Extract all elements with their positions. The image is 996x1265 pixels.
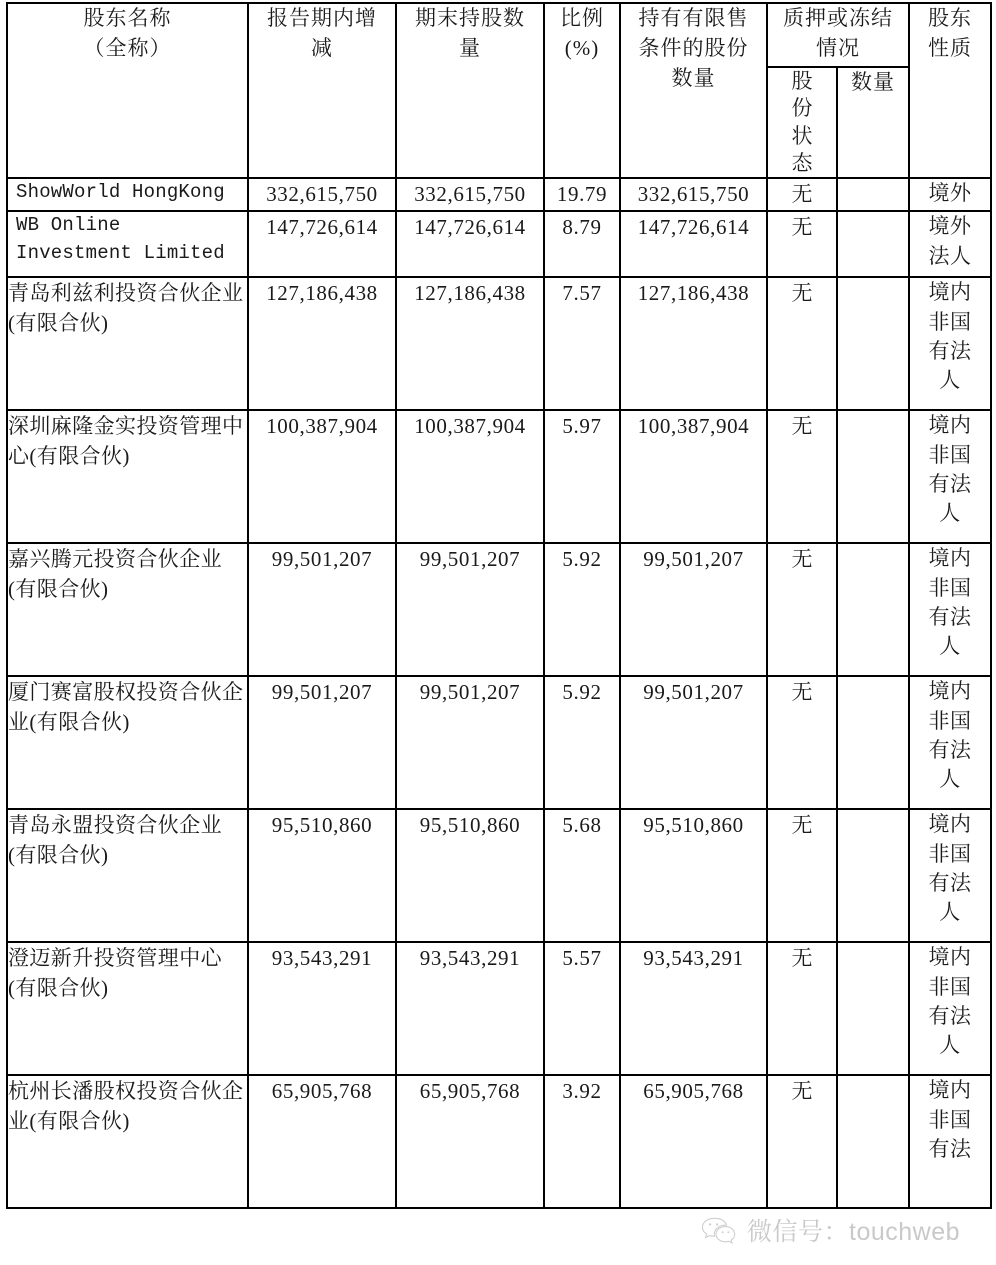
nature-line: 境内 xyxy=(928,679,972,704)
cell-restricted-shares: 147,726,614 xyxy=(620,211,767,277)
cell-ratio: 7.57 xyxy=(544,277,620,410)
nature-line: 非国 xyxy=(928,1107,972,1132)
cell-period-change: 65,905,768 xyxy=(248,1075,396,1208)
header-char: 状 xyxy=(791,123,813,148)
cell-shareholder-nature xyxy=(909,1075,991,1208)
table-row xyxy=(7,809,991,942)
cell-ratio: 19.79 xyxy=(544,178,620,211)
nature-line: 非国 xyxy=(928,575,972,600)
table-row xyxy=(7,676,991,809)
cell-pledge-quantity xyxy=(837,809,909,942)
table-row xyxy=(7,543,991,676)
cell-end-holding: 147,726,614 xyxy=(396,211,544,277)
cell-pledge-quantity xyxy=(837,211,909,277)
nature-line: 境内 xyxy=(928,945,972,970)
table-row xyxy=(7,211,991,277)
cell-shareholder-nature xyxy=(909,809,991,942)
cell-pledge-quantity xyxy=(837,277,909,410)
cell-restricted-shares: 99,501,207 xyxy=(620,543,767,676)
nature-line: 有法 xyxy=(928,1136,972,1161)
table-row xyxy=(7,178,991,211)
header-line: 量 xyxy=(459,35,481,60)
cell-share-status: 无 xyxy=(767,1075,837,1208)
header-char: 态 xyxy=(791,150,813,175)
cell-ratio: 5.92 xyxy=(544,676,620,809)
col-header-end-holding xyxy=(396,3,544,178)
table-row xyxy=(7,410,991,543)
cell-shareholder-nature xyxy=(909,676,991,809)
cell-end-holding: 332,615,750 xyxy=(396,178,544,211)
cell-restricted-shares: 127,186,438 xyxy=(620,277,767,410)
cell-shareholder-name: ShowWorld HongKong xyxy=(7,178,248,211)
col-header-shareholder-name xyxy=(7,3,248,178)
cell-pledge-quantity xyxy=(837,942,909,1075)
table-header xyxy=(7,3,991,178)
nature-line: 人 xyxy=(939,634,961,659)
cell-shareholder-name: 嘉兴腾元投资合伙企业(有限合伙) xyxy=(7,543,248,676)
cell-period-change: 99,501,207 xyxy=(248,676,396,809)
col-header-shareholder-nature xyxy=(909,3,991,178)
cell-period-change: 147,726,614 xyxy=(248,211,396,277)
name-line: WB Online xyxy=(16,214,121,237)
watermark-text: 微信号：touchweb xyxy=(747,1218,961,1246)
header-row-top xyxy=(7,3,991,67)
cell-ratio: 5.97 xyxy=(544,410,620,543)
header-char: 股 xyxy=(791,69,813,93)
cell-shareholder-nature xyxy=(909,942,991,1075)
nature-line: 境内 xyxy=(928,280,972,305)
cell-restricted-shares: 93,543,291 xyxy=(620,942,767,1075)
nature-line: 有法 xyxy=(928,338,972,363)
col-header-ratio xyxy=(544,3,620,178)
cell-end-holding: 65,905,768 xyxy=(396,1075,544,1208)
nature-line: 有法 xyxy=(928,870,972,895)
cell-share-status: 无 xyxy=(767,178,837,211)
cell-end-holding: 99,501,207 xyxy=(396,543,544,676)
cell-share-status: 无 xyxy=(767,942,837,1075)
nature-line: 人 xyxy=(939,368,961,393)
cell-end-holding: 95,510,860 xyxy=(396,809,544,942)
nature-line: 境外 xyxy=(928,214,972,239)
nature-line: 非国 xyxy=(928,309,972,334)
cell-pledge-quantity xyxy=(837,676,909,809)
nature-line: 人 xyxy=(939,900,961,925)
header-line: 期末持股数 xyxy=(415,6,525,30)
col-header-share-status xyxy=(767,67,837,178)
header-line: 股东 xyxy=(928,6,972,30)
nature-line: 境外 xyxy=(928,181,972,206)
nature-line: 人 xyxy=(939,501,961,526)
nature-line: 境内 xyxy=(928,1078,972,1103)
cell-shareholder-nature xyxy=(909,277,991,410)
nature-line: 有法 xyxy=(928,471,972,496)
cell-period-change: 127,186,438 xyxy=(248,277,396,410)
cell-ratio: 5.68 xyxy=(544,809,620,942)
cell-end-holding: 99,501,207 xyxy=(396,676,544,809)
cell-ratio: 5.57 xyxy=(544,942,620,1075)
cell-pledge-quantity xyxy=(837,543,909,676)
header-line: 性质 xyxy=(928,35,972,60)
nature-line: 非国 xyxy=(928,442,972,467)
nature-line: 非国 xyxy=(928,841,972,866)
header-line: 股东名称 xyxy=(83,6,172,30)
cell-shareholder-name: 青岛利兹利投资合伙企业(有限合伙) xyxy=(7,277,248,410)
nature-line: 人 xyxy=(939,1033,961,1058)
nature-line: 有法 xyxy=(928,737,972,762)
wechat-icon xyxy=(700,1215,740,1245)
cell-share-status: 无 xyxy=(767,543,837,676)
watermark xyxy=(700,1212,960,1248)
nature-line: 有法 xyxy=(928,604,972,629)
cell-end-holding: 127,186,438 xyxy=(396,277,544,410)
col-header-pledge-or-freeze-group xyxy=(767,3,909,67)
cell-restricted-shares: 95,510,860 xyxy=(620,809,767,942)
header-line: 情况 xyxy=(816,35,860,60)
nature-line: 人 xyxy=(939,767,961,792)
col-header-restricted-shares xyxy=(620,3,767,178)
cell-period-change: 93,543,291 xyxy=(248,942,396,1075)
table-row xyxy=(7,942,991,1075)
cell-shareholder-name xyxy=(7,211,248,277)
table-row xyxy=(7,277,991,410)
cell-share-status: 无 xyxy=(767,277,837,410)
nature-line: 境内 xyxy=(928,413,972,438)
shareholder-table xyxy=(6,2,992,1209)
cell-period-change: 332,615,750 xyxy=(248,178,396,211)
cell-pledge-quantity xyxy=(837,1075,909,1208)
header-line: 质押或冻结 xyxy=(783,6,893,30)
cell-ratio: 3.92 xyxy=(544,1075,620,1208)
header-line: 比例 xyxy=(560,6,604,30)
cell-end-holding: 100,387,904 xyxy=(396,410,544,543)
table-body xyxy=(7,178,991,1208)
cell-restricted-shares: 65,905,768 xyxy=(620,1075,767,1208)
cell-share-status: 无 xyxy=(767,410,837,543)
cell-shareholder-name: 深圳麻隆金实投资管理中心(有限合伙) xyxy=(7,410,248,543)
nature-line: 境内 xyxy=(928,546,972,571)
cell-period-change: 99,501,207 xyxy=(248,543,396,676)
cell-period-change: 100,387,904 xyxy=(248,410,396,543)
cell-ratio: 5.92 xyxy=(544,543,620,676)
col-header-pledge-quantity xyxy=(837,67,909,178)
cell-pledge-quantity xyxy=(837,178,909,211)
nature-line: 法人 xyxy=(928,243,972,268)
cell-ratio: 8.79 xyxy=(544,211,620,277)
header-line: (%) xyxy=(564,35,600,60)
cell-share-status: 无 xyxy=(767,676,837,809)
nature-line: 非国 xyxy=(928,974,972,999)
nature-line: 境内 xyxy=(928,812,972,837)
header-line: 持有有限售 xyxy=(638,6,749,30)
header-line: 数量 xyxy=(671,65,716,90)
cell-shareholder-nature xyxy=(909,543,991,676)
cell-restricted-shares: 332,615,750 xyxy=(620,178,767,211)
header-char: 份 xyxy=(791,96,813,121)
col-header-period-change xyxy=(248,3,396,178)
cell-end-holding: 93,543,291 xyxy=(396,942,544,1075)
cell-shareholder-nature xyxy=(909,178,991,211)
cell-shareholder-name: 厦门赛富股权投资合伙企业(有限合伙) xyxy=(7,676,248,809)
header-line: （全称） xyxy=(83,35,172,60)
name-line: Investment Limited xyxy=(16,241,225,264)
header-line: 报告期内增 xyxy=(267,6,377,30)
cell-restricted-shares: 100,387,904 xyxy=(620,410,767,543)
header-line: 数量 xyxy=(851,70,895,94)
cell-shareholder-nature xyxy=(909,410,991,543)
table-row xyxy=(7,1075,991,1208)
cell-pledge-quantity xyxy=(837,410,909,543)
cell-restricted-shares: 99,501,207 xyxy=(620,676,767,809)
cell-shareholder-name: 青岛永盟投资合伙企业(有限合伙) xyxy=(7,809,248,942)
cell-shareholder-name: 杭州长潘股权投资合伙企业(有限合伙) xyxy=(7,1075,248,1208)
cell-share-status: 无 xyxy=(767,809,837,942)
cell-shareholder-nature xyxy=(909,211,991,277)
cell-share-status: 无 xyxy=(767,211,837,277)
cell-period-change: 95,510,860 xyxy=(248,809,396,942)
nature-line: 有法 xyxy=(928,1003,972,1028)
cell-shareholder-name: 澄迈新升投资管理中心(有限合伙) xyxy=(7,942,248,1075)
header-line: 减 xyxy=(311,35,333,60)
header-line: 条件的股份 xyxy=(638,35,749,60)
nature-line: 非国 xyxy=(928,708,972,733)
